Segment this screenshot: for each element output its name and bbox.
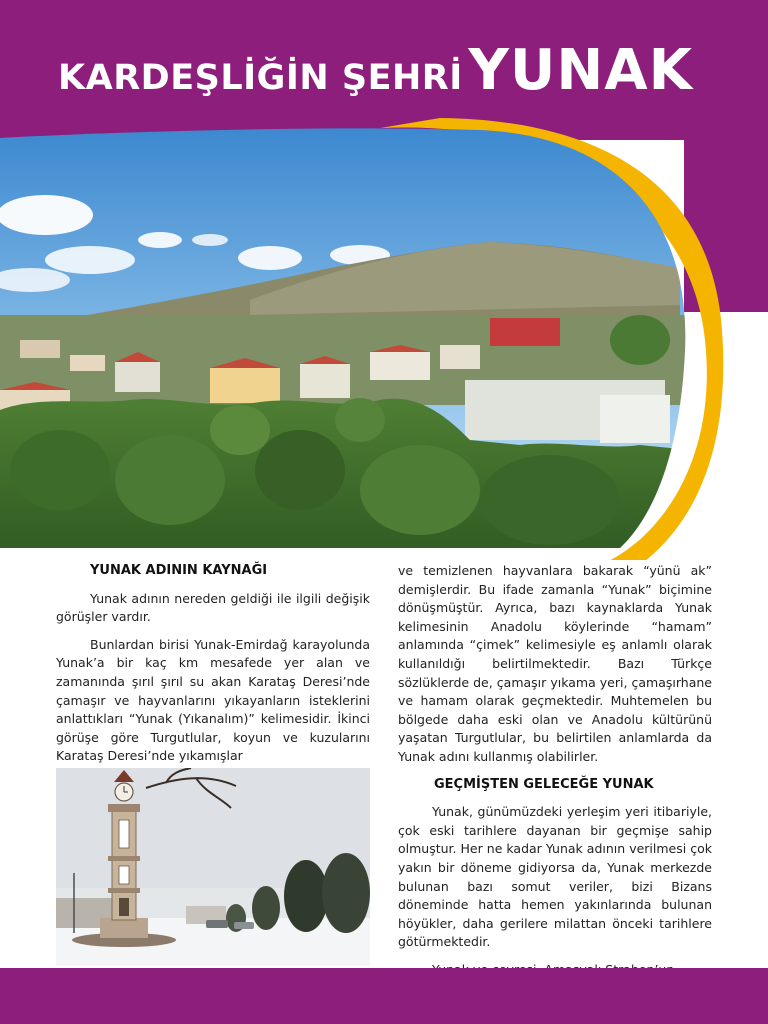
paragraph-1: Yunak adının nereden geldiği ile ilgili değişik görüşler vardır. bbox=[56, 590, 370, 625]
paragraph-2: Bunlardan birisi Yunak-Emirdağ karayolunda Yunak’a bir kaç km mesafede yer alan ve zamanında şırıl şırıl su akan Karataş Deresi’nde çamaşır ve hayvanlarını yıkayanların isteklerini anlattıkları “Yunak (Yıkanalım)” kelimesidir. İkinci görüşe göre Turgutlular, koyun ve kuzularını Karataş Deresi’nde yıkamışlar bbox=[56, 636, 370, 764]
footer-band bbox=[0, 968, 768, 1024]
clock-tower-photo bbox=[56, 768, 370, 966]
section-heading-past-future: GEÇMİŞTEN GELECEĞE YUNAK bbox=[434, 776, 654, 792]
title-big: YUNAK bbox=[468, 38, 693, 103]
paragraph-3: ve temizlenen hayvanlara bakarak “yünü ak” demişlerdir. Bu ifade zamanla “Yunak” biçimine dönüşmüştür. Ayrıca, bazı kaynaklarda Yunak kelimesinin Anadolu köylerinde “hamam” anlamında “çimek” kelimesiyle eş anlamlı olarak kullanıldığı belirtilmektedir. Bazı Türkçe sözlüklerde de, çamaşır yıkama yeri, çamaşırhane ve hamam olarak geçmektedir. Muhtemelen bu bölgede daha eski olan ve Anadolu kültürünü yaşatan Turgutlular, bu belirtilen anlamlarda da Yunak adını kullanmış olabilirler. bbox=[398, 563, 712, 764]
section-heading-name-origin: YUNAK ADININ KAYNAĞI bbox=[90, 563, 268, 578]
text-column-left bbox=[56, 562, 370, 775]
paragraph-4: Yunak, günümüzdeki yerleşim yeri itibariyle, çok eski tarihlere dayanan bir geçmişe sahip olmuştur. Her ne kadar Yunak adının verilmesi çok yakın bir döneme gidiyorsa da, Yunak merkezde bulunan bazı somut veriler, bizi Bizans döneminde hatta hemen yakınlarında bulunan höyükler, daha gerilere milattan önceki tarihlere götürmektedir. bbox=[398, 804, 712, 950]
text-column-right bbox=[398, 562, 712, 988]
title-small: KARDEŞLİĞİN ŞEHRİ bbox=[58, 58, 463, 98]
